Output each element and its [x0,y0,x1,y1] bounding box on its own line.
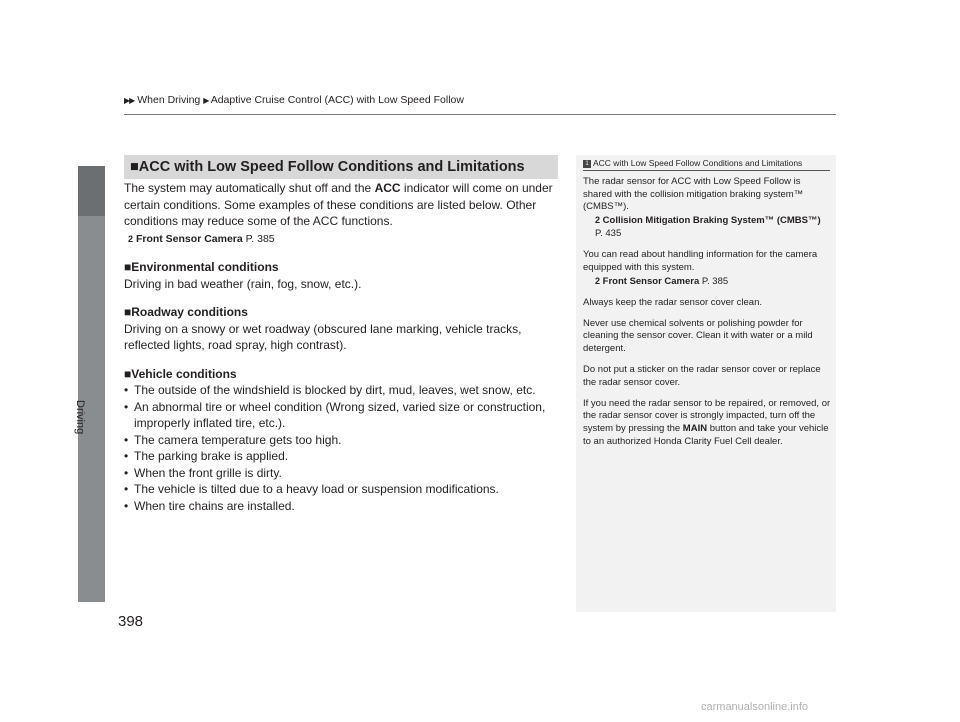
breadcrumb [124,94,464,106]
list-item: • The parking brake is applied. [124,448,564,465]
note-title [583,158,830,171]
note-paragraph [583,176,831,214]
vehicle-heading: ■Vehicle conditions [124,366,237,381]
xref-page: P. 385 [242,232,275,245]
vehicle-conditions-list [124,382,564,514]
note-text: The radar sensor for ACC with Low Speed Follow is shared with the collision mitigation braking system™ (CMBS™). [583,176,804,213]
chapter-side-tab[interactable] [78,166,105,602]
breadcrumb-arrow-icon: ▶▶ [124,96,135,105]
note-title-text: ACC with Low Speed Follow Conditions and Limitations [593,158,803,168]
list-item: • The vehicle is tilted due to a heavy load or suspension modifications. [124,481,564,498]
list-item: • The outside of the windshield is blocked by dirt, mud, leaves, wet snow, etc. [124,382,564,399]
xref-label: Front Sensor Camera [135,232,243,245]
note-paragraph [583,249,831,274]
note-text: button and take your vehicle to an authorized Honda Clarity Fuel Cell dealer. [583,423,829,447]
environmental-text: Driving in bad weather (rain, fog, snow, etc.). [124,276,362,291]
intro-text-b: indicator will come on under certain conditions. Some examples of these conditions are listed below. Other conditions may reduce some of the ACC functions. [124,181,553,228]
xref-arrow-icon: 2 [128,233,134,244]
note-text: If you need the radar sensor to be repaired, or removed, or the radar sensor cover is strongly impacted, turn off the system by pressing the [583,397,831,434]
roadway-heading: ■Roadway conditions [124,305,248,319]
list-item: • The camera temperature gets too high. [124,432,564,449]
breadcrumb-item-acc[interactable]: Adaptive Cruise Control (ACC) with Low Speed Follow [210,94,464,106]
chapter-label: Driving [74,400,86,435]
main-content [124,180,564,514]
note-number-icon: 1 [583,160,591,168]
note-paragraph: Always keep the radar sensor cover clean. [583,296,763,308]
breadcrumb-item-when-driving[interactable]: When Driving [137,94,201,106]
xref-page: P. 435 [595,227,622,239]
note-paragraph [583,398,831,448]
intro-paragraph [124,180,564,230]
list-item: • An abnormal tire or wheel condition (Wrong sized, varied size or construction, improperly inflated tire, etc.). [124,399,564,432]
note-xref-front-sensor[interactable] [583,275,831,289]
list-item: • When the front grille is dirty. [124,465,564,482]
roadway-text: Driving on a snowy or wet roadway (obscured lane marking, vehicle tracks, reflected lights, road spray, high contrast). [124,321,522,352]
note-text: You can read about handling information for the camera equipped with this system. [583,248,818,273]
breadcrumb-separator-icon: ▶ [203,96,209,105]
watermark: carmanualsonline.info [701,701,809,713]
list-item: • When tire chains are installed. [124,498,564,515]
note-paragraph: Do not put a sticker on the radar sensor cover or replace the radar sensor cover. [583,364,821,388]
note-paragraph: Never use chemical solvents or polishing powder for cleaning the sensor cover. Clean it with water or a mild detergent. [583,317,813,355]
note-xref-cmbs[interactable] [583,214,831,240]
xref-page: P. 385 [699,275,729,287]
note-body [583,176,831,457]
environmental-heading: ■Environmental conditions [124,260,279,274]
xref-arrow-icon: 2 [595,215,601,226]
section-heading: ■ACC with Low Speed Follow Conditions and Limitations [124,155,558,179]
xref-arrow-icon: 2 [595,275,601,286]
xref-label: Front Sensor Camera [602,275,700,287]
main-button-term: MAIN [682,423,708,434]
xref-front-sensor-camera[interactable] [128,231,564,248]
acc-indicator-term: ACC [374,181,401,195]
header-rule [124,114,836,115]
intro-text-a: The system may automatically shut off and the [124,181,375,195]
page-number: 398 [118,613,144,630]
xref-label: Collision Mitigation Braking System™ (CMBS™) [602,215,821,227]
side-tab-highlight [78,166,105,216]
